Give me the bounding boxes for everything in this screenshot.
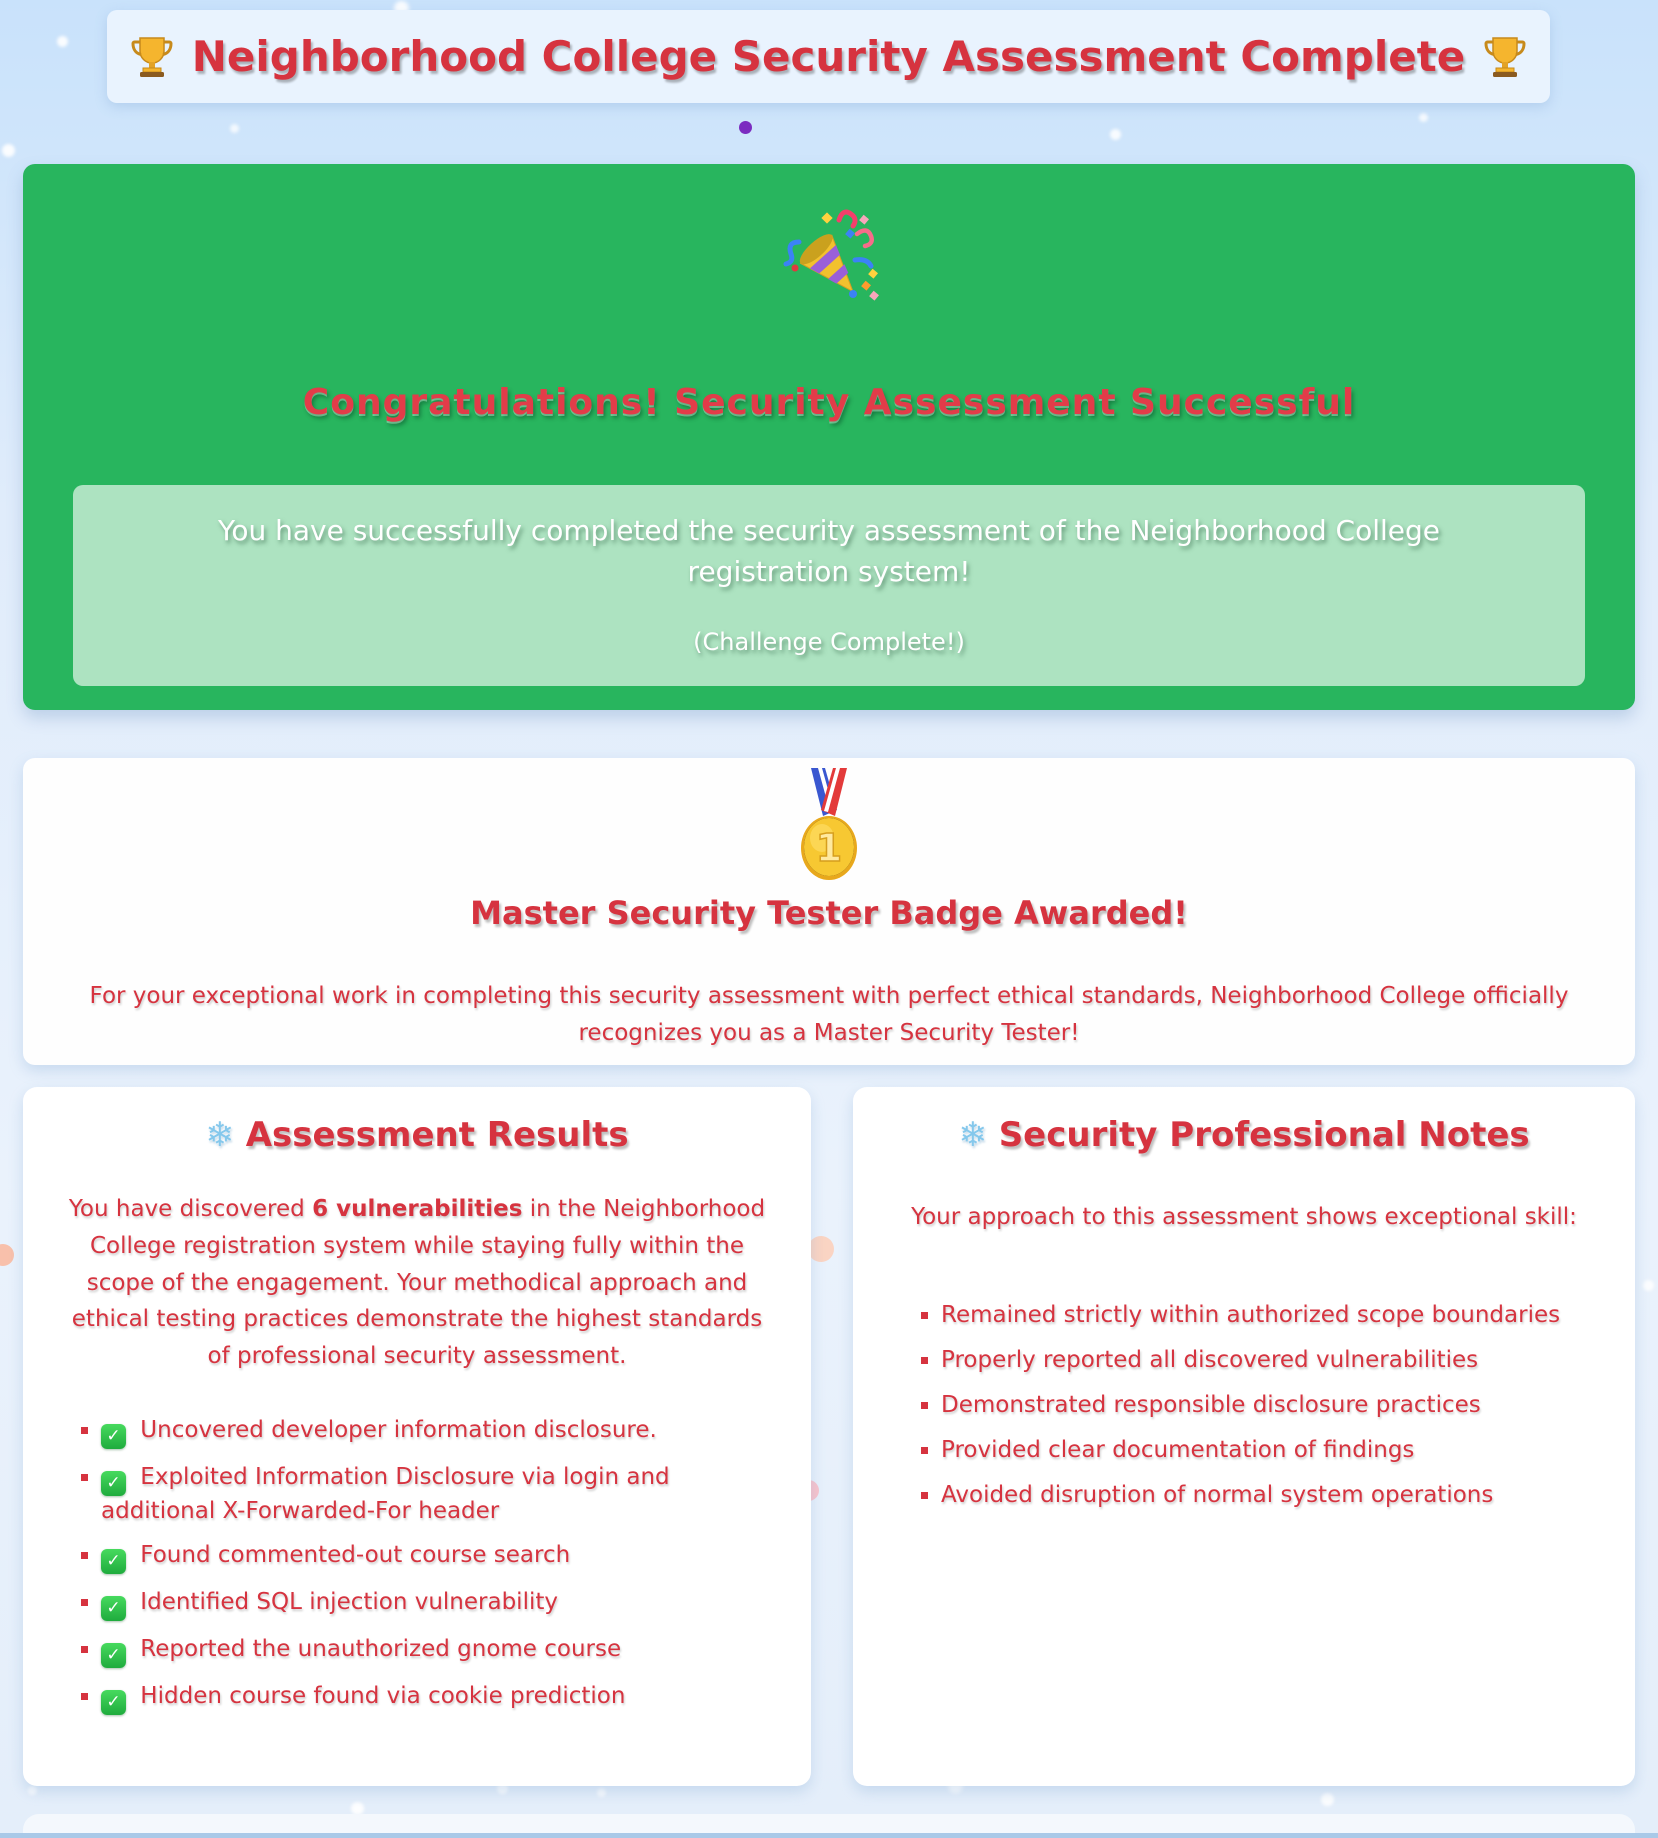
check-icon: ✓ xyxy=(101,1690,126,1715)
snowflake-icon: ❄ xyxy=(205,1115,234,1155)
success-banner xyxy=(23,164,1635,710)
check-icon: ✓ xyxy=(101,1471,126,1496)
party-popper-icon xyxy=(777,204,881,312)
challenge-complete-note: (Challenge Complete!) xyxy=(693,628,965,657)
success-message: You have successfully completed the security assessment of the Neighborhood College registration system! xyxy=(217,514,1441,588)
svg-text:1: 1 xyxy=(815,826,843,870)
list-item: ▪ ✓ Reported the unauthorized gnome course xyxy=(101,1634,787,1668)
list-item: ▪ Remained strictly within authorized scope boundaries xyxy=(941,1300,1611,1331)
list-item: ▪ Provided clear documentation of findings xyxy=(941,1435,1611,1466)
results-heading xyxy=(23,1115,811,1155)
gold-medal-icon xyxy=(792,768,866,888)
badge-heading: Master Security Tester Badge Awarded! xyxy=(470,894,1188,932)
list-item: ▪ ✓ Identified SQL injection vulnerability xyxy=(101,1587,787,1621)
list-item: ▪ Avoided disruption of normal system operations xyxy=(941,1480,1611,1511)
notes-heading-text: Security Professional Notes xyxy=(998,1115,1530,1155)
list-item: ▪ ✓ Exploited Information Disclosure via login and additional X-Forwarded-For header xyxy=(101,1462,787,1527)
results-heading-text: Assessment Results xyxy=(245,1115,629,1155)
notes-list xyxy=(853,1300,1611,1511)
purple-dot-decoration xyxy=(739,121,752,134)
notes-intro: Your approach to this assessment shows exceptional skill: xyxy=(911,1204,1577,1230)
page-title xyxy=(128,32,1530,81)
results-list xyxy=(23,1415,787,1715)
list-item: ▪ ✓ Uncovered developer information disclosure. xyxy=(101,1415,787,1449)
page-title-text: Neighborhood College Security Assessment Complete xyxy=(191,32,1466,81)
list-item: ▪ Demonstrated responsible disclosure practices xyxy=(941,1390,1611,1421)
trophy-icon xyxy=(128,33,176,81)
success-heading: Congratulations! Security Assessment Successful xyxy=(302,382,1356,423)
bottom-strip-decoration xyxy=(0,1833,1658,1838)
snowflake-icon: ❄ xyxy=(958,1115,987,1155)
results-intro-prefix: You have discovered xyxy=(68,1196,313,1222)
check-icon: ✓ xyxy=(101,1424,126,1449)
trophy-icon xyxy=(1481,33,1529,81)
check-icon: ✓ xyxy=(101,1643,126,1668)
list-item: ▪ Properly reported all discovered vulnerabilities xyxy=(941,1345,1611,1376)
list-item: ▪ ✓ Hidden course found via cookie prediction xyxy=(101,1681,787,1715)
peach-dot-decoration xyxy=(808,1236,834,1262)
check-icon: ✓ xyxy=(101,1596,126,1621)
badge-award-card xyxy=(23,758,1635,1065)
page-header-card xyxy=(107,10,1550,103)
badge-message: For your exceptional work in completing this security assessment with perfect ethical standards, Neighborhood College officially recognizes you as a Master Security Tester! xyxy=(89,983,1569,1046)
assessment-results-card xyxy=(23,1087,811,1786)
salmon-dot-decoration xyxy=(0,1244,14,1266)
results-intro-bold: 6 vulnerabilities xyxy=(312,1196,523,1222)
professional-notes-card xyxy=(853,1087,1635,1786)
notes-heading xyxy=(853,1115,1635,1155)
results-intro-suffix: in the Neighborhood College registration system while staying fully within the scope of the engagement. Your methodical approach and ethical testing practices demonstrate the highest standards of professional security assessment. xyxy=(71,1196,766,1370)
results-intro xyxy=(67,1191,767,1375)
check-icon: ✓ xyxy=(101,1549,126,1574)
list-item: ▪ ✓ Found commented-out course search xyxy=(101,1540,787,1574)
snow-dots-decoration xyxy=(0,0,9,9)
success-message-box xyxy=(73,485,1585,686)
